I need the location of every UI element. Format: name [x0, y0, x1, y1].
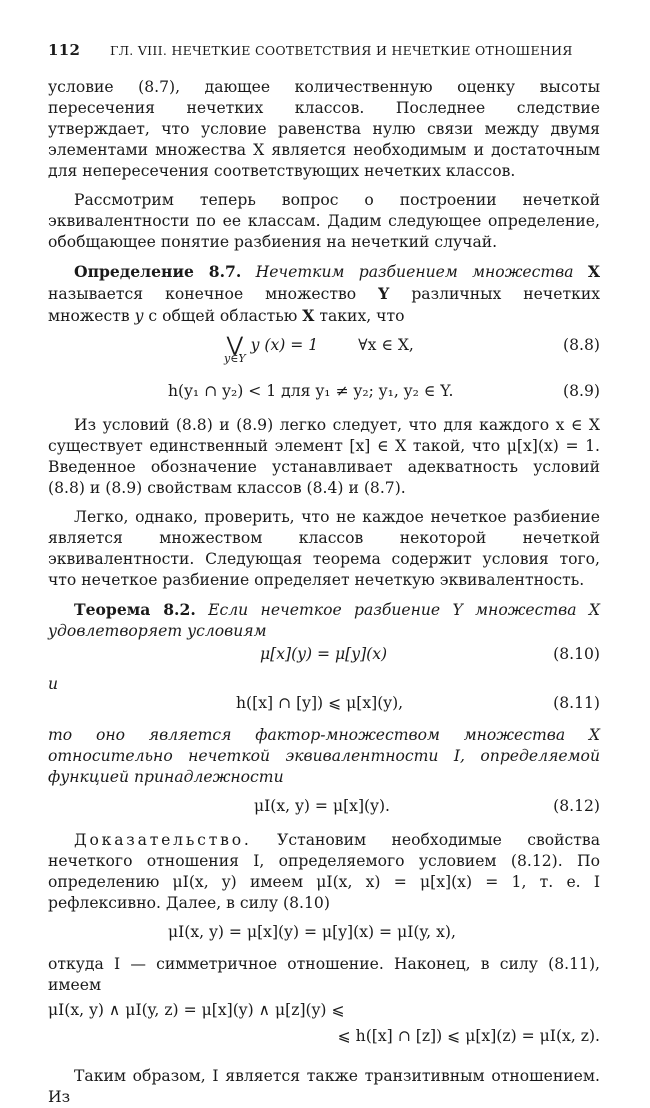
equation-transitivity-1 [48, 1000, 600, 1026]
definition-label: Определение 8.7. [74, 262, 242, 281]
definition-rest-3: с общей областью [148, 307, 298, 325]
equation-8-9 [48, 381, 600, 407]
equation-8-9-body: h(y₁ ∩ y₂) < 1 для y₁ ≠ y₂; y₁, y₂ ∈ Y. [168, 382, 454, 400]
paragraph-5: откуда I — симметричное отношение. Наконец, в силу (8.11), имеем [48, 955, 600, 994]
definition-set-y: Y [378, 284, 390, 303]
definition-var-y: y [134, 307, 144, 325]
equation-number: (8.10) [553, 645, 600, 663]
proof-text: Установим необходимые свойства нечеткого отношения I, определяемого условием (8.12). По определению μI(x, y) имеем μI(x, x) = μ[x](x) = 1, т. е. I рефлексивно. Далее, в силу (8.10) [48, 831, 600, 912]
page [48, 40, 600, 1108]
equation-8-10-body: μ[x](y) = μ[y](x) [260, 645, 388, 663]
equation-symmetry-body: μI(x, y) = μ[x](y) = μ[y](x) = μI(y, x), [168, 923, 456, 941]
definition-rest-1: называется конечное множество [48, 285, 357, 303]
equation-8-12 [48, 796, 600, 822]
definition-set-x2: X [302, 306, 315, 325]
equation-8-11 [48, 693, 600, 719]
theorem-text: Если нечеткое разбиение Y множества X удовлетворяет условиям [48, 601, 600, 640]
page-number: 112 [48, 41, 81, 59]
equation-symmetry [48, 922, 600, 948]
paragraph-6: Таким образом, I является также транзитивным отношением. Из [48, 1067, 600, 1106]
equation-number: (8.11) [553, 694, 600, 712]
vee-symbol: ⋁ [226, 332, 244, 356]
equation-8-8-rhs: ∀x ∈ X, [358, 336, 414, 354]
paragraph-1: условие (8.7), дающее количественную оценку высоты пересечения нечетких классов. Последнее следствие утверждает, что условие равенства нулю связи между двумя элементами множества X является необходимым и достаточным для непересечения соответствующих нечетких классов. [48, 78, 600, 180]
equation-number: (8.8) [563, 336, 600, 354]
definition-term: Нечетким разбиением множества [255, 263, 574, 281]
theorem-conclusion: то оно является фактор-множеством множества X относительно нечеткой эквивалентности I, определяемой функцией принадлежности [48, 726, 600, 786]
equation-8-8-lhs: y (x) = 1 [250, 336, 319, 354]
running-head: ГЛ. VIII. НЕЧЕТКИЕ СООТВЕТСТВИЯ И НЕЧЕТКИЕ ОТНОШЕНИЯ [110, 43, 573, 58]
paragraph-4: Легко, однако, проверить, что не каждое нечеткое разбиение является множеством классов некоторой нечеткой эквивалентности. Следующая теорема содержит условия того, что нечеткое разбиение определяет нечеткую эквивалентность. [48, 508, 600, 589]
theorem-8-2 [48, 599, 600, 642]
definition-set-x: X [587, 262, 600, 281]
paragraph-2: Рассмотрим теперь вопрос о построении нечеткой эквивалентности по ее классам. Дадим следующее определение, обобщающее понятие разбиения на нечеткий случай. [48, 191, 600, 251]
vee-operator [224, 332, 246, 365]
equation-transitivity-line-2: ⩽ h([x] ∩ [z]) ⩽ μ[x](z) = μI(x, z). [337, 1027, 600, 1045]
equation-transitivity-line-1: μI(x, y) ∧ μI(y, z) = μ[x](y) ∧ μ[z](y) ⩽ [48, 1001, 345, 1019]
equation-8-11-body: h([x] ∩ [y]) ⩽ μ[x](y), [236, 694, 404, 712]
equation-transitivity-2 [48, 1026, 600, 1052]
definition-rest-4: таких, что [319, 307, 405, 325]
equation-number: (8.12) [553, 797, 600, 815]
vee-subscript: y∈Y [224, 352, 246, 365]
definition-8-7 [48, 261, 600, 327]
definition-rest-2: различных нечетких множеств [48, 285, 601, 325]
equation-8-10 [48, 644, 600, 670]
equation-8-8 [48, 332, 600, 373]
proof-label: Доказательство. [74, 831, 252, 849]
equation-number: (8.9) [563, 382, 600, 400]
and-word: и [48, 675, 59, 693]
paragraph-3: Из условий (8.8) и (8.9) легко следует, что для каждого x ∈ X существует единственный элемент [x] ∈ X такой, что μ[x](x) = 1. Введенное обозначение устанавливает адекватность условий (8.8) и (8.9) свойствам классов (8.4) и (8.7). [48, 416, 600, 497]
running-header [48, 40, 600, 61]
equation-8-12-body: μI(x, y) = μ[x](y). [254, 797, 390, 815]
proof [48, 830, 600, 914]
theorem-label: Теорема 8.2. [74, 600, 196, 619]
